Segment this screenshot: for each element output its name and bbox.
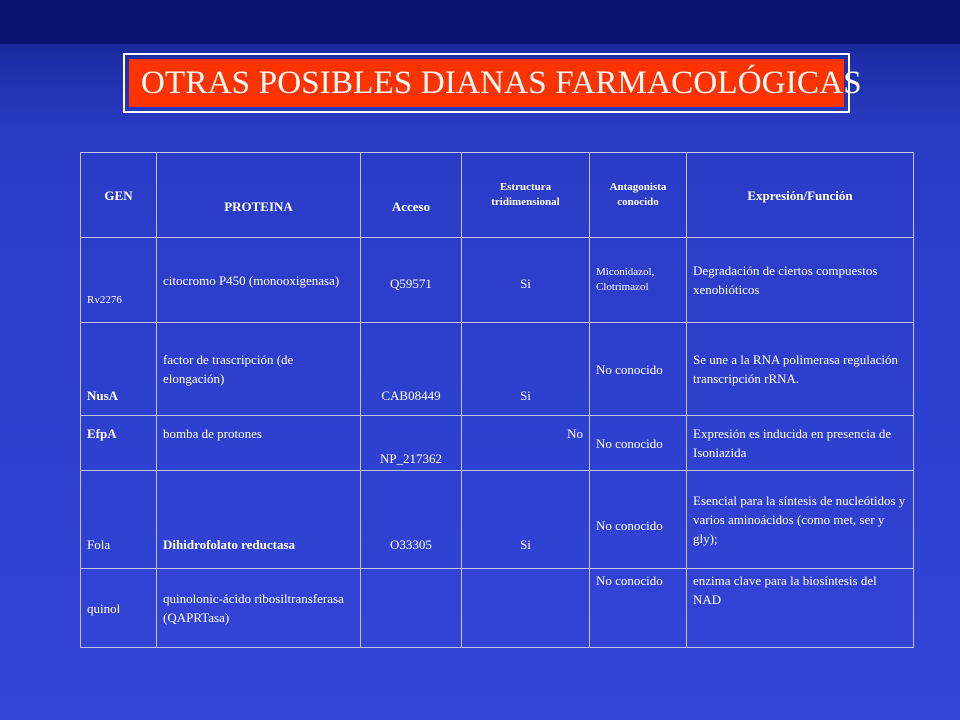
drug-targets-table	[80, 152, 914, 648]
cell-acceso: Q59571	[361, 238, 462, 323]
cell-expresion: Expresión es inducida en presencia de Isoniazida	[687, 416, 914, 471]
cell-acceso: O33305	[361, 471, 462, 569]
cell-proteina: citocromo P450 (monooxigenasa)	[157, 238, 361, 323]
cell-expresion: Esencial para la síntesis de nucleótidos y varios aminoácidos (como met, ser y gly);	[687, 471, 914, 569]
cell-antagonista: No conocido	[590, 569, 687, 648]
slide-title: OTRAS POSIBLES DIANAS FARMACOLÓGICAS	[129, 59, 844, 107]
cell-gen: quinol	[81, 569, 157, 648]
cell-antagonista: Miconidazol, Clotrimazol	[590, 238, 687, 323]
cell-estructura: Si	[462, 238, 590, 323]
cell-gen: Rv2276	[81, 238, 157, 323]
cell-expresion: enzima clave para la biosíntesis del NAD	[687, 569, 914, 648]
cell-proteina: Dihidrofolato reductasa	[157, 471, 361, 569]
cell-estructura: No	[462, 416, 590, 471]
header-acceso: Acceso	[361, 153, 462, 238]
cell-proteina: factor de trascripción (de elongación)	[157, 323, 361, 416]
cell-expresion: Se une a la RNA polimerasa regulación transcripción rRNA.	[687, 323, 914, 416]
cell-estructura	[462, 569, 590, 648]
cell-antagonista: No conocido	[590, 416, 687, 471]
cell-acceso	[361, 569, 462, 648]
cell-acceso: CAB08449	[361, 323, 462, 416]
header-gen: GEN	[81, 153, 157, 238]
cell-gen: NusA	[81, 323, 157, 416]
table-row	[81, 471, 914, 569]
table-row	[81, 569, 914, 648]
header-proteina: PROTEINA	[157, 153, 361, 238]
cell-proteina: bomba de protones	[157, 416, 361, 471]
header-row	[81, 153, 914, 238]
cell-antagonista: No conocido	[590, 323, 687, 416]
top-band	[0, 0, 960, 44]
cell-acceso: NP_217362	[361, 416, 462, 471]
table-row	[81, 238, 914, 323]
cell-estructura: Si	[462, 323, 590, 416]
cell-proteina: quinolonic-ácido ribosiltransferasa (QAPRTasa)	[157, 569, 361, 648]
table-row	[81, 323, 914, 416]
cell-estructura: Si	[462, 471, 590, 569]
cell-gen: Fola	[81, 471, 157, 569]
cell-gen: EfpA	[81, 416, 157, 471]
header-expresion: Expresión/Función	[687, 153, 914, 238]
header-estructura: Estructura tridimensional	[462, 153, 590, 238]
title-frame	[123, 53, 862, 113]
header-antagonista: Antagonista conocido	[590, 153, 687, 238]
cell-antagonista: No conocido	[590, 471, 687, 569]
table-row	[81, 416, 914, 471]
cell-expresion: Degradación de ciertos compuestos xenobióticos	[687, 238, 914, 323]
